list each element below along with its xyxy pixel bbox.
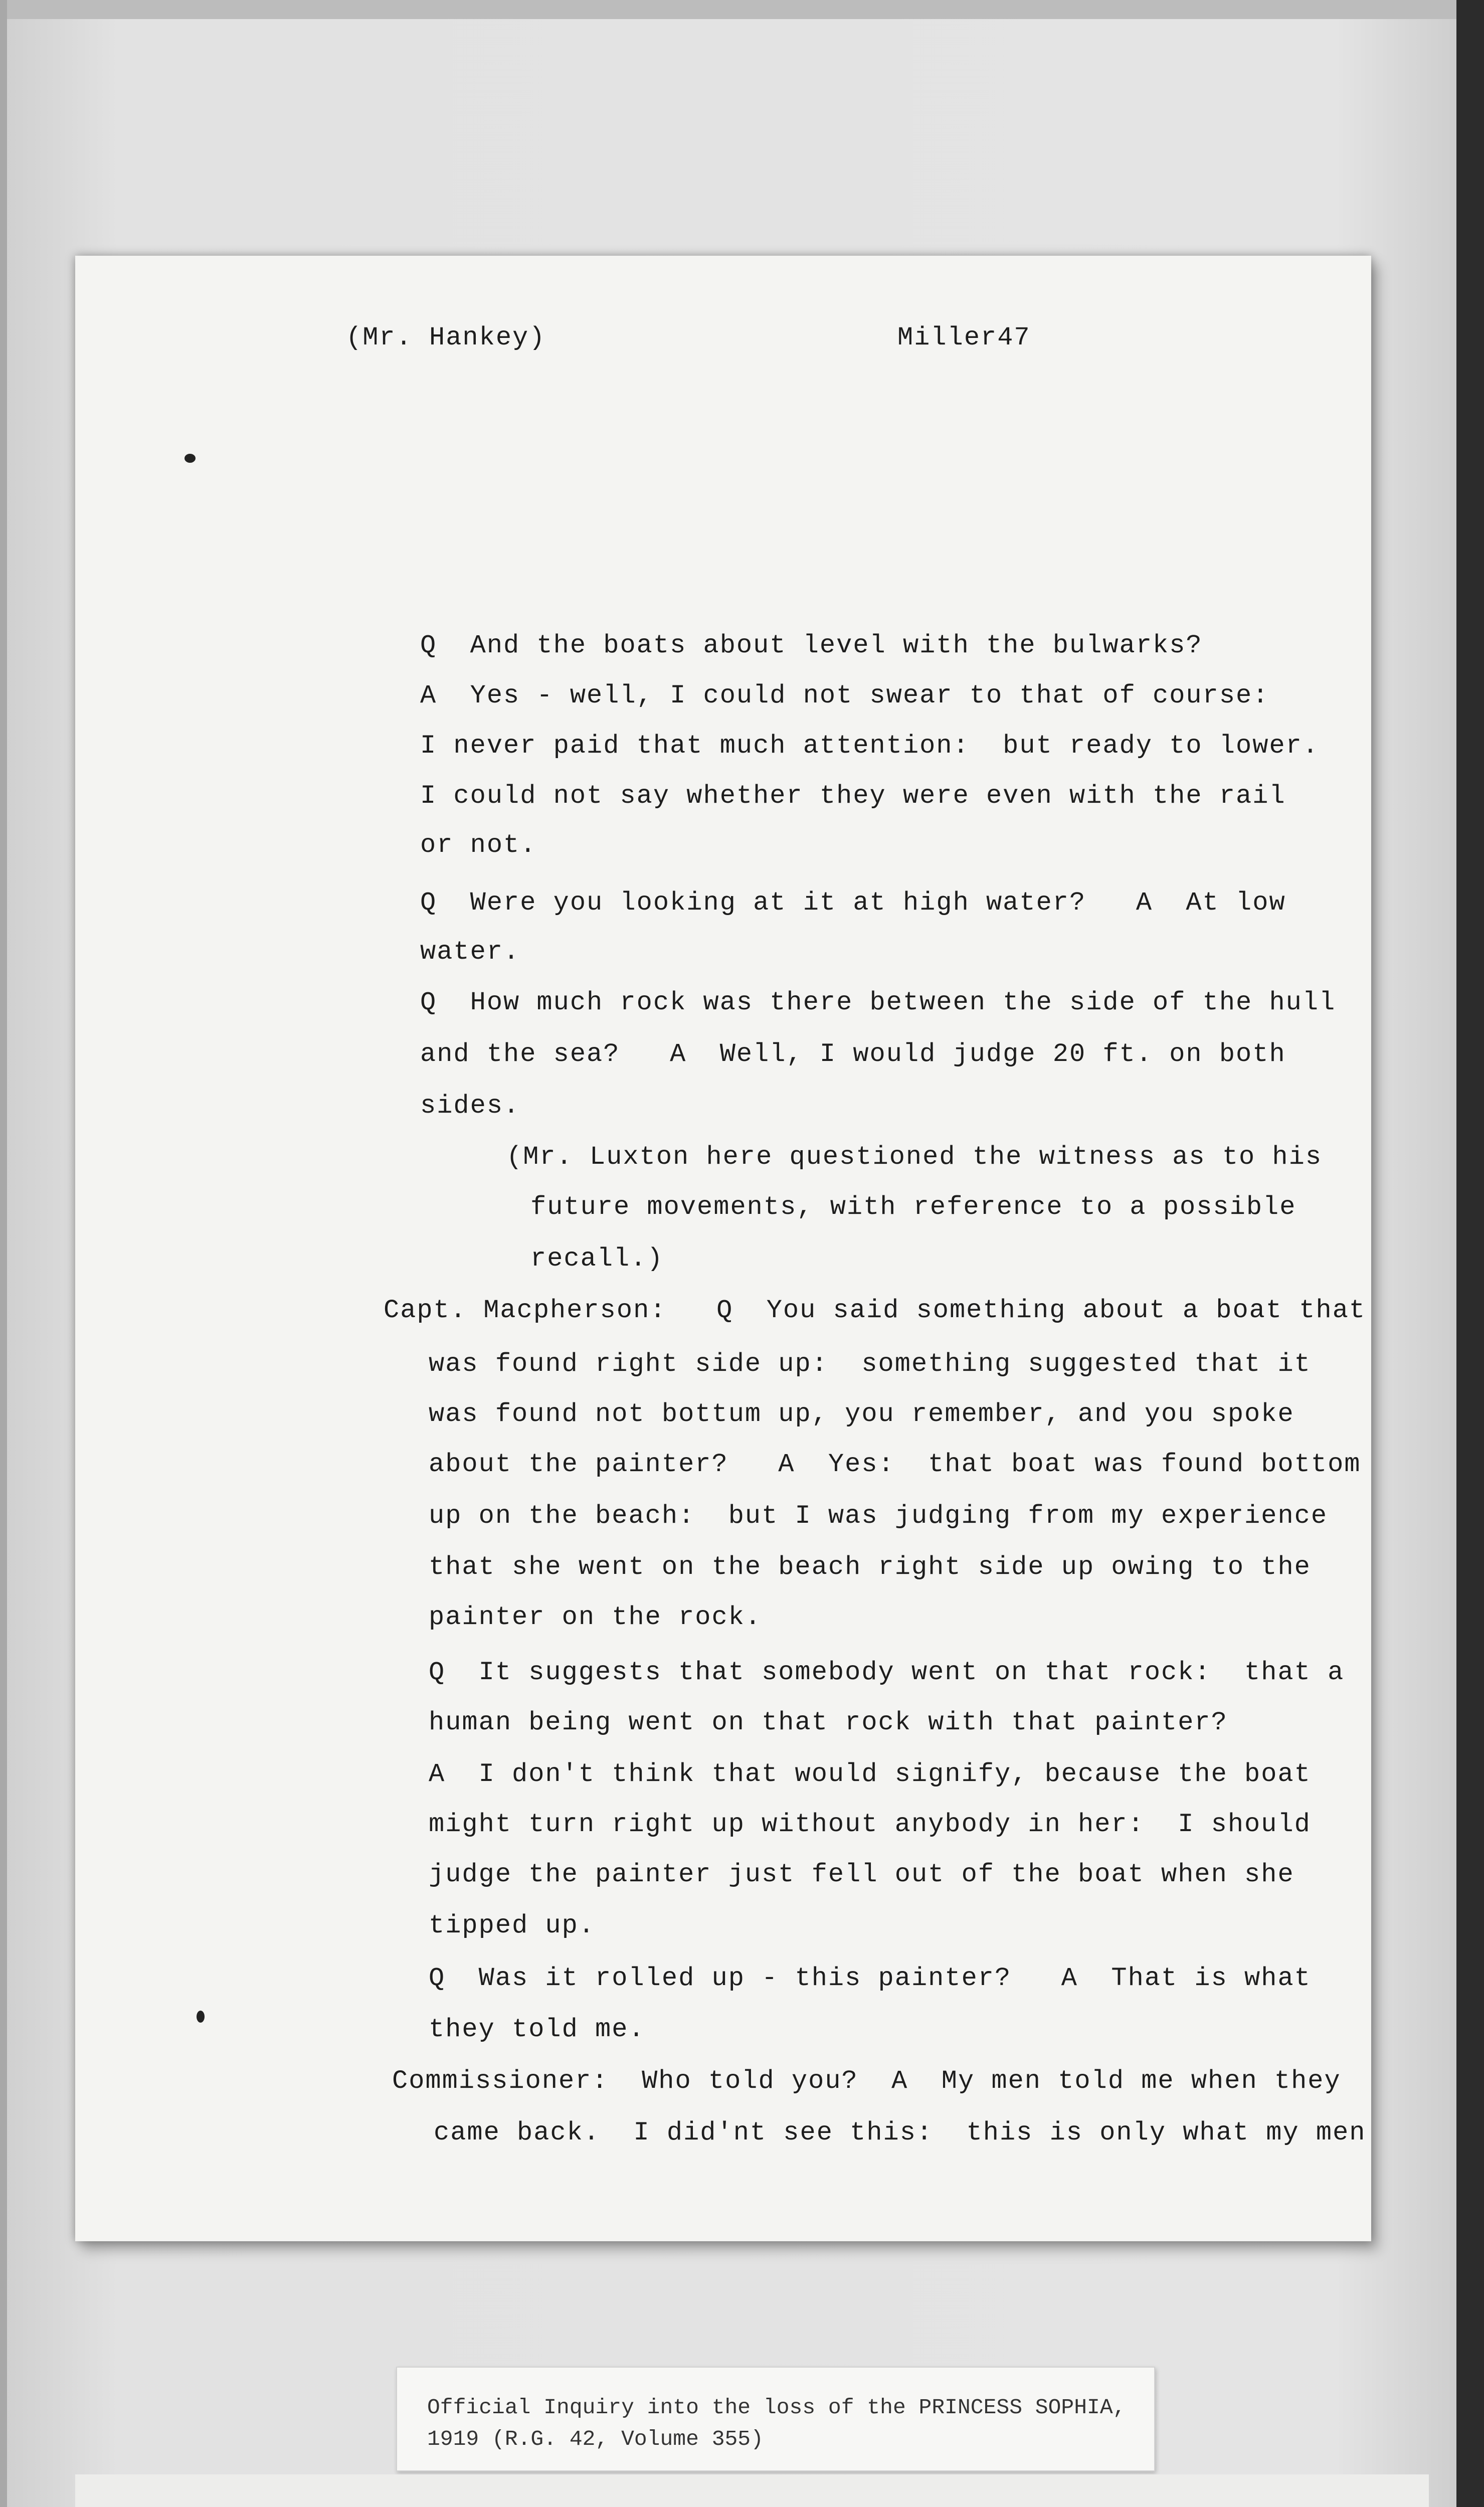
transcript-line: sides. [420,1091,520,1121]
transcript-line: I never paid that much attention: but ready to lower. [420,731,1320,761]
page-reference: Miller47 [897,323,1031,352]
transcript-line: about the painter? A Yes: that boat was found bottom [429,1450,1361,1479]
transcript-line: was found not bottum up, you remember, and you spoke [429,1399,1294,1429]
transcript-line: or not. [420,830,537,860]
archives-plate [75,2474,1429,2507]
transcript-line: Q Were you looking at it at high water? A At low [420,888,1286,918]
transcript-line: up on the beach: but I was judging from my experience [429,1501,1328,1531]
transcript-line: Q Was it rolled up - this painter? A That is what [429,1963,1311,1993]
transcript-line: Capt. Macpherson: Q You said something about a boat that [384,1296,1366,1325]
transcript-line: Commissioner: Who told you? A My men told me when they [392,2066,1341,2096]
speaker-header: (Mr. Hankey) [346,323,546,352]
transcript-line: A Yes - well, I could not swear to that of course: [420,681,1269,710]
transcript-line: that she went on the beach right side up owing to the [429,1552,1311,1582]
transcript-line: came back. I did'nt see this: this is only what my men [434,2118,1366,2147]
collection-reference: 1919 (R.G. 42, Volume 355) [427,2427,764,2451]
transcript-line: recall.) [530,1244,664,1274]
transcript-line: I could not say whether they were even with the rail [420,781,1286,811]
transcript-line: Q It suggests that somebody went on that rock: that a [429,1658,1345,1687]
transcript-line: judge the painter just fell out of the boat when she [429,1860,1294,1889]
transcript-line: future movements, with reference to a possible [530,1192,1296,1222]
transcript-line: tipped up. [429,1911,596,1940]
transcript-line: they told me. [429,2015,645,2044]
transcript-line: painter on the rock. [429,1602,762,1632]
transcript-line: and the sea? A Well, I would judge 20 ft. on both [420,1039,1286,1069]
transcript-line: Q How much rock was there between the side of the hull [420,988,1336,1017]
transcript-line: A I don't think that would signify, because the boat [429,1759,1311,1789]
transcript-line: was found right side up: something suggested that it [429,1349,1311,1379]
collection-label-card [396,2367,1155,2471]
transcript-line: (Mr. Luxton here questioned the witness as to his [506,1142,1323,1172]
transcript-line: human being went on that rock with that painter? [429,1708,1228,1737]
transcript-line: water. [420,937,520,967]
transcript-line: Q And the boats about level with the bulwarks? [420,631,1203,660]
collection-title: Official Inquiry into the loss of the PRINCESS SOPHIA, [427,2395,1126,2420]
transcript-line: might turn right up without anybody in her: I should [429,1810,1311,1839]
